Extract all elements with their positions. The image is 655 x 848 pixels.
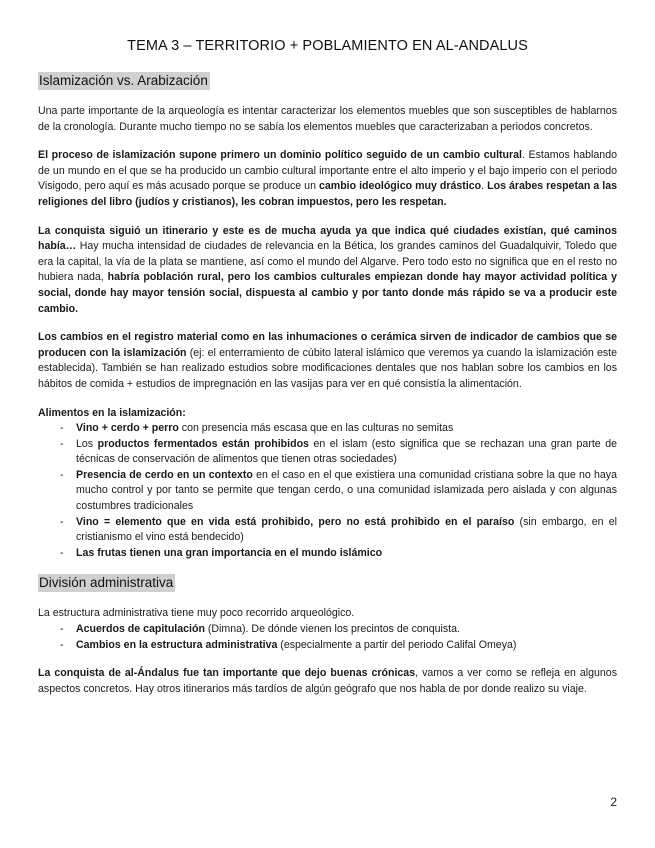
body-text: (sin embargo, en el cristianismo el vino está bendecido) xyxy=(76,515,617,544)
bold-text: productos fermentados están prohibidos xyxy=(97,437,309,450)
body-text: . xyxy=(481,180,488,193)
paragraph-conquista-itinerario xyxy=(38,224,617,318)
paragraph-proceso-islamizacion xyxy=(38,148,617,210)
bold-text: cambio ideológico muy drástico xyxy=(319,180,482,193)
bold-text: Cambios en la estructura administrativa xyxy=(76,638,278,651)
body-text: (Dimna). De dónde vienen los precintos de conquista. xyxy=(204,623,460,636)
body-text: (especialmente a partir del periodo Califal Omeya) xyxy=(277,638,517,651)
list-item xyxy=(60,515,617,546)
bold-text: La conquista de al-Ándalus fue tan importante que dejo buenas crónicas xyxy=(38,667,416,680)
section-heading-islamizacion: Islamización vs. Arabización xyxy=(39,73,208,88)
list-item xyxy=(60,622,617,638)
body-text: , vamos a ver como se refleja en algunos aspectos concretos. Hay otros itinerarios más tardíos de algún geógrafo que nos habla de por donde realizo su viaje. xyxy=(38,667,617,695)
document-title: TEMA 3 – TERRITORIO + POBLAMIENTO EN AL-ANDALUS xyxy=(127,38,528,54)
body-text: (ej: el enterramiento de cúbito lateral islámico que veremos ya cuando la islamización este establecida). También se han realizado estudios sobre modificaciones dentales que nos hablan sobre los cambios en los hábitos de comida + estudios de impregnación en las vasijas para ver en qué consistía la alimentación. xyxy=(38,346,618,390)
list-item xyxy=(60,638,617,654)
page-number: 2 xyxy=(610,795,617,809)
alimentos-list xyxy=(38,421,617,561)
body-text: con presencia más escasa que en las culturas no semitas xyxy=(178,422,454,435)
document-page xyxy=(38,38,617,710)
bold-text: Los árabes respetan a las religiones del libro (judíos y cristianos), les cobran impuestos, pero les respetan. xyxy=(38,180,618,208)
body-text: en el islam (esto significa que se rechazan una gran parte de técnicas de conservación de alimentos que tienen otras sociedades) xyxy=(76,437,617,466)
bold-text: Las frutas tienen una gran importancia en el mundo islámico xyxy=(76,546,383,559)
bold-text: Acuerdos de capitulación xyxy=(76,623,205,636)
section-heading-division-administrativa: División administrativa xyxy=(39,575,174,591)
division-list xyxy=(38,622,617,653)
bold-text: habría población rural, pero los cambios culturales empiezan donde hay mayor actividad política y social, donde hay mayor tensión social, dispuesta al cambio y por tanto donde más rápido se va a producir este cambio. xyxy=(38,271,617,315)
bold-text: El proceso de islamización supone primero un dominio político seguido de un cambio cultural xyxy=(38,149,522,162)
list-item xyxy=(60,546,617,562)
paragraph-registro-material xyxy=(38,330,617,392)
list-item xyxy=(60,421,617,437)
bold-text: Vino + cerdo + perro xyxy=(76,422,179,435)
bold-text: Vino = elemento que en vida está prohibido, pero no está prohibido en el paraíso xyxy=(76,515,515,528)
bold-text: Presencia de cerdo en un contexto xyxy=(76,468,253,481)
paragraph-cronicas xyxy=(38,666,617,697)
body-text: en el caso en el que existiera una comunidad cristiana sobre la que no haya mucho control y por tanto se permite que tengan cerdo, o una comunidad islamizada pero aislada y con algunas costumbres tradicionales xyxy=(76,468,617,513)
list-item xyxy=(60,468,617,515)
body-text: Hay mucha intensidad de ciudades de relevancia en la Bética, los grandes caminos del Guadalquivir, Toledo que era la capital, la vía de la plata se mantiene, así como el mundo del Algarve. Pero todo esto no significa que en el resto no hubiera nada, xyxy=(38,240,617,284)
paragraph-estructura-administrativa: La estructura administrativa tiene muy poco recorrido arqueológico. xyxy=(38,607,355,620)
paragraph-intro: Una parte importante de la arqueología es intentar caracterizar los elementos muebles que son susceptibles de hablarnos de la cronología. Durante mucho tiempo no se sabía los elementos muebles que caracterizaban a periodos concretos. xyxy=(38,105,617,133)
bold-text: La conquista siguió un itinerario y este es de mucha ayuda ya que indica qué ciudades existían, qué caminos había… xyxy=(38,224,617,253)
body-text: Los xyxy=(76,437,98,450)
list-item xyxy=(60,437,617,468)
body-text: . Estamos hablando de un mundo en el que se ha producido un cambio cultural importante entre el alto imperio y el bajo imperio con el periodo Visigodo, pero aquí es más acusado porque se produce un xyxy=(38,149,617,193)
bold-text: Los cambios en el registro material como en las inhumaciones o cerámica sirven de indicador de cambios que se producen con la islamización xyxy=(38,331,617,359)
list-title-alimentos: Alimentos en la islamización: xyxy=(38,406,186,419)
